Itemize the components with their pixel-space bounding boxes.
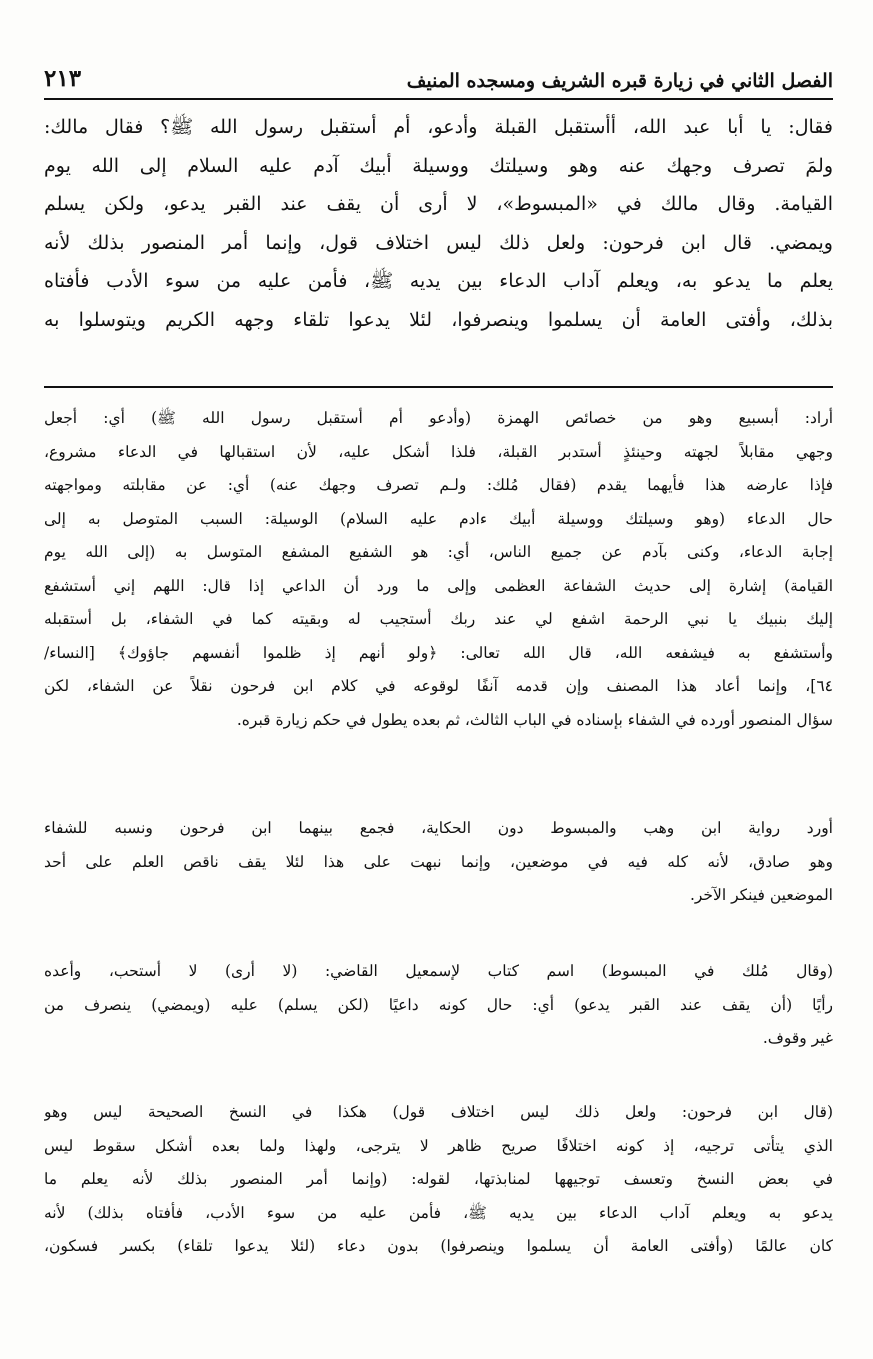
main-line: فقال: يا أبا عبد الله، أأستقبل القبلة وأدعو، أم أستقبل رسول الله ﷺ؟ فقال مالك:: [44, 116, 833, 138]
commentary-line: (قال ابن فرحون: ولعل ذلك ليس اختلاف قول) هكذا في النسخ الصحيحة ليس وهو: [44, 1103, 833, 1121]
commentary-line: سؤال المنصور أورده في الشفاء بإسناده في الباب الثالث، ثم بعده يطول في حكم زيارة قبره.: [236, 710, 833, 729]
main-line: يعلم ما يدعو به، ويعلم آداب الدعاء بين يديه ﷺ، فأمن عليه من سوء الأدب فأفتاه: [44, 270, 833, 292]
commentary-line: وهو صادق، لأنه كله فيه في موضعين، وإنما نبهت على هذا لئلا يقف ناقص العلم على أحد: [44, 852, 833, 871]
commentary-line: في بعض النسخ وتعسف توجيهها لمنابذتها، لقوله: (وإنما أمر المنصور بذلك لأنه يعلم ما: [44, 1170, 833, 1188]
commentary-paragraph-2: [44, 812, 833, 913]
commentary-line: وأستشفع به فيشفعه الله، قال الله تعالى: ﴿ولو أنهم إذ ظلموا أنفسهم جاؤوك﴾ [النساء/: [44, 643, 833, 662]
commentary-line: إجابة الدعاء، وكنى بآدم عن جميع الناس، أي: هو الشفيع المشفع المتوسل به (إلى الله يوم: [44, 543, 833, 561]
main-line: بذلك، وأفتى العامة أن يسلموا وينصرفوا، لئلا يدعوا تلقاء وجهه الكريم ويتوسلوا به: [44, 308, 833, 331]
commentary-paragraph-1: [44, 402, 833, 737]
running-header: [44, 52, 833, 100]
commentary-line: (وقال مُلك في المبسوط) اسم كتاب لإسمعيل القاضي: (لا أرى) لا أستحب، وأعده: [44, 962, 833, 980]
commentary-line: الموضعين فينكر الآخر.: [689, 886, 833, 904]
main-text: [44, 108, 833, 339]
commentary-line: رأيًا (أن يقف عند القبر يدعو) أي: حال كونه داعيًا (لكن يسلم) عليه (ويمضي) ينصرف من: [44, 995, 833, 1014]
commentary-line: يدعو به ويعلم آداب الدعاء بين يديه ﷺ، فأمن عليه من سوء الأدب، فأفتاه بذلك) لأنه: [44, 1203, 833, 1222]
main-line: ولمَ تصرف وجهك عنه وهو وسيلتك ووسيلة أبيك آدم عليه السلام إلى الله يوم: [44, 154, 833, 177]
commentary-paragraph-3: [44, 955, 833, 1056]
main-line: ويمضي. قال ابن فرحون: ولعل ذلك ليس اختلاف قول، وإنما أمر المنصور بذلك لأنه: [44, 231, 833, 254]
commentary-line: غير وقوف.: [762, 1029, 833, 1047]
commentary-line: أراد: أبسبيع وهو من خصائص الهمزة (وأدعو أم أستقبل رسول الله ﷺ) أي: أجعل: [44, 409, 833, 427]
main-line: القيامة. وقال مالك في «المبسوط»، لا أرى أن يقف عند القبر يدعو، ولكن يسلم: [44, 193, 833, 215]
commentary-line: القيامة) إشارة إلى حديث الشفاعة العظمى وإلى ما ورد أن الداعي إذا قال: اللهم إني أستشفع: [44, 576, 833, 595]
commentary-line: حال الدعاء (وهو وسيلتك ووسيلة أبيك ءادم عليه السلام) الوسيلة: السبب المتوصل به إلى: [44, 509, 833, 528]
commentary-line: فإذا عارضه هذا فأيهما يقدم (فقال مُلك: ولـم تصرف وجهك عنه) أي: عن مقابلته ومواجهته: [44, 476, 833, 494]
commentary-line: كان عالمًا (وأفتى العامة أن يسلموا وينصرفوا) بدون دعاء (لئلا يدعوا تلقاء) بكسر فسكون،: [44, 1237, 833, 1255]
chapter-title: الفصل الثاني في زيارة قبره الشريف ومسجده المنيف: [406, 70, 833, 92]
page-number: ٢١٣: [44, 65, 82, 92]
commentary-line: وجهي مقابلاً لجهته وحينئذٍ أستدبر القبلة، فلذا أشكل عليه، لأن استقبالها في الدعاء مشروع،: [44, 442, 833, 461]
separator-rule: [44, 386, 833, 388]
commentary-line: إليك بنبيك يا نبي الرحمة اشفع لي عند ربك أستجيب له وبقيته كما في الشفاء، بل أستقبله: [44, 610, 833, 628]
commentary-line: ٦٤]، وإنما أعاد هذا المصنف وإن قدمه آنفًا لوقوعه في كلام ابن فرحون نقلاً عن الشفاء، لكن: [44, 677, 833, 695]
commentary-paragraph-4: [44, 1096, 833, 1264]
commentary-line: أورد رواية ابن وهب والمبسوط دون الحكاية، فجمع بينهما ابن فرحون ونسبه للشفاء: [44, 819, 833, 837]
commentary-line: الذي يتأتى ترجيه، إذ كونه اختلافًا صريح ظاهر لا يترجى، ولهذا ولما بعده أشكل سقوط ليس: [44, 1136, 833, 1155]
